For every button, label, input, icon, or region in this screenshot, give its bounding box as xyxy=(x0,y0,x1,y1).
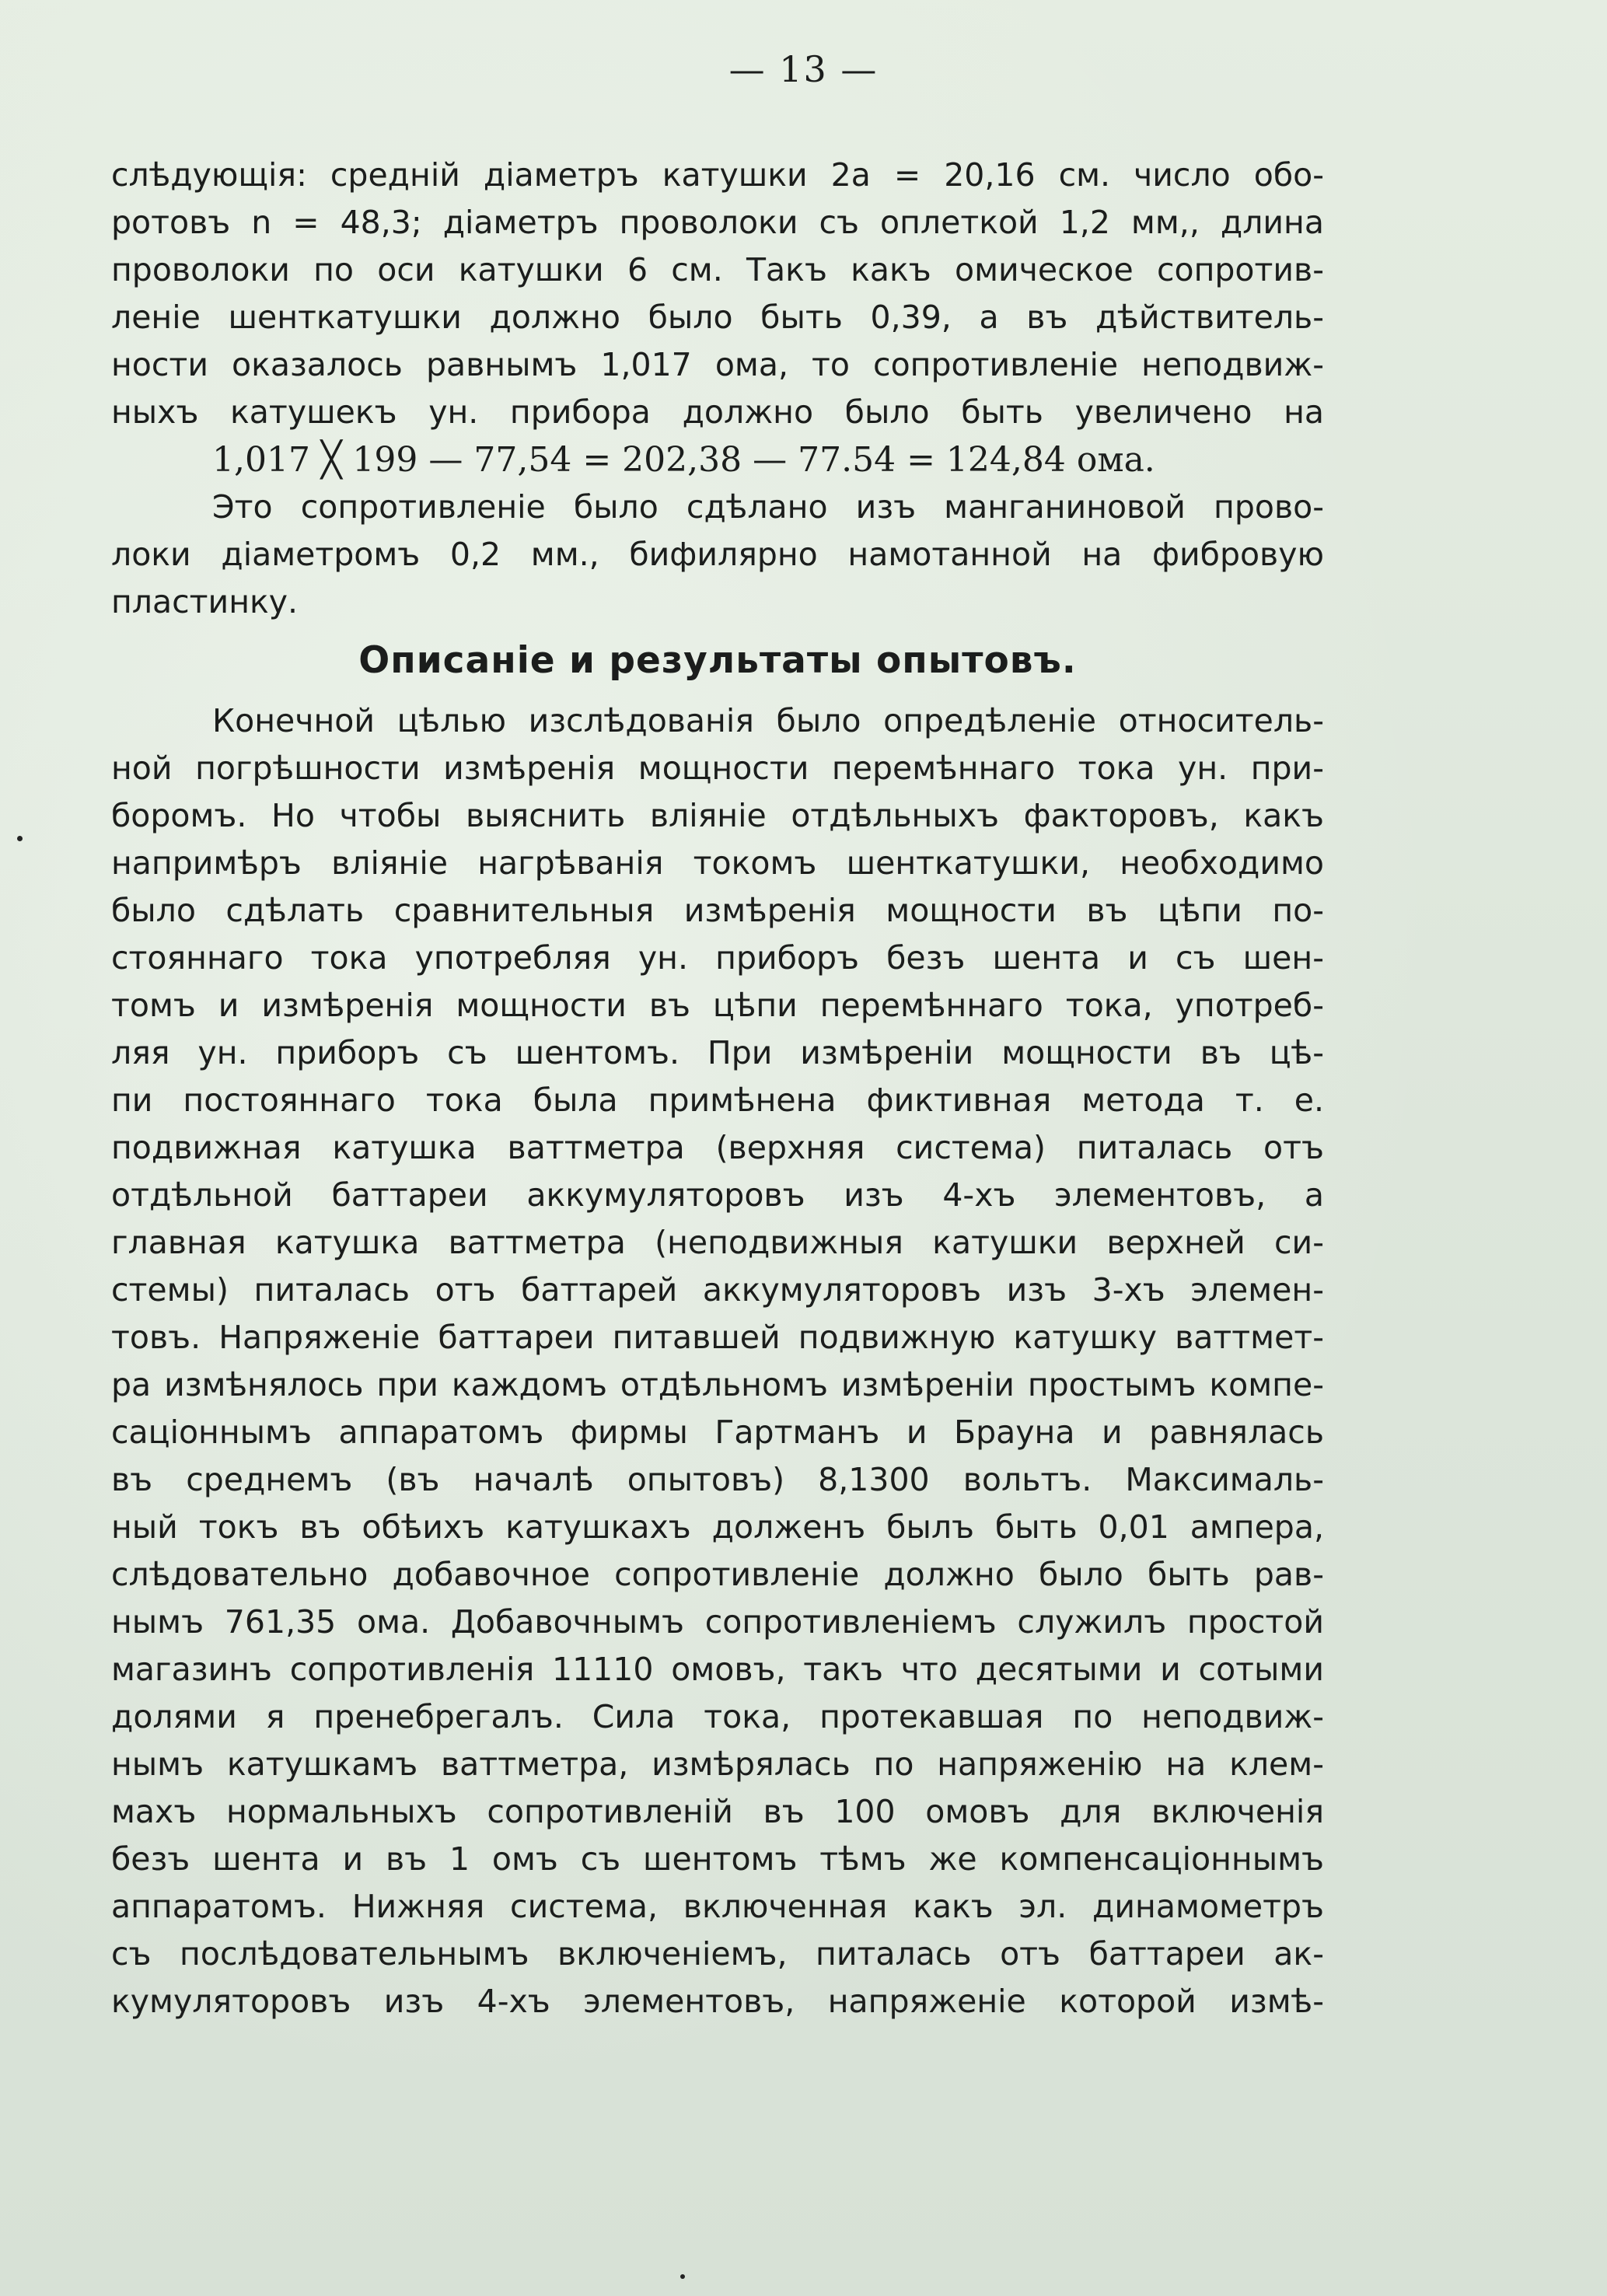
text-line: слѣдующія: среднiй дiаметръ катушки 2a = 20,16 см. число обо- xyxy=(111,156,1324,194)
text-line: товъ. Напряженiе баттареи питавшей подвижную катушку ваттмет- xyxy=(111,1319,1324,1356)
text-line: ности оказалось равнымъ 1,017 ома, то сопротивленiе неподвиж- xyxy=(111,346,1324,383)
text-line: Это сопротивленiе было сдѣлано изъ манганиновой прово- xyxy=(212,488,1324,526)
text-line: аппаратомъ. Нижняя система, включенная какъ эл. динамометръ xyxy=(111,1888,1324,1925)
text-line: локи дiаметромъ 0,2 мм., бифилярно намотанной на фибровую xyxy=(111,536,1324,573)
text-line: въ среднемъ (въ началѣ опытовъ) 8,1300 вольтъ. Максималь- xyxy=(111,1461,1324,1498)
text-line: проволоки по оси катушки 6 см. Такъ какъ омическое сопротив- xyxy=(111,251,1324,288)
text-line: подвижная катушка ваттметра (верхняя система) питалась отъ xyxy=(111,1129,1324,1166)
text-line: съ послѣдовательнымъ включенiемъ, питалась отъ баттареи ак- xyxy=(111,1935,1324,1973)
text-line: долями я пренебрегалъ. Сила тока, протекавшая по неподвиж- xyxy=(111,1698,1324,1735)
text-line: ной погрѣшности измѣренiя мощности перемѣннаго тока ун. при- xyxy=(111,750,1324,787)
text-line: ра измѣнялось при каждомъ отдѣльномъ измѣренiи простымъ компе- xyxy=(111,1366,1324,1403)
text-line: пластинку. xyxy=(111,583,299,620)
text-line: слѣдовательно добавочное сопротивленiе должно было быть рав- xyxy=(111,1556,1324,1593)
page-number: — 13 — xyxy=(728,48,879,90)
formula-line: 1,017 ╳ 199 — 77,54 = 202,38 — 77.54 = 124,84 ома. xyxy=(212,440,1155,480)
text-line: нымъ 761,35 ома. Добавочнымъ сопротивленiемъ служилъ простой xyxy=(111,1603,1324,1641)
text-line: безъ шента и въ 1 омъ съ шентомъ тѣмъ же компенсацiоннымъ xyxy=(111,1840,1324,1878)
text-line: ляя ун. приборъ съ шентомъ. При измѣренiи мощности въ цѣ- xyxy=(111,1034,1324,1071)
text-line: было сдѣлать сравнительныя измѣренiя мощности въ цѣпи по- xyxy=(111,892,1324,929)
text-line: стояннаго тока употребляя ун. приборъ безъ шента и съ шен- xyxy=(111,939,1324,977)
text-line: отдѣльной баттареи аккумуляторовъ изъ 4-хъ элементовъ, а xyxy=(111,1176,1324,1214)
text-line: махъ нормальныхъ сопротивленiй въ 100 омовъ для включенiя xyxy=(111,1793,1324,1830)
text-line: боромъ. Но чтобы выяснить влiянiе отдѣльныхъ факторовъ, какъ xyxy=(111,797,1324,834)
text-line: напримѣръ влiянiе нагрѣванiя токомъ шенткатушки, необходимо xyxy=(111,844,1324,882)
text-line: томъ и измѣренiя мощности въ цѣпи перемѣннаго тока, употреб- xyxy=(111,987,1324,1024)
text-line: Конечной цѣлью изслѣдованiя было опредѣленiе относитель- xyxy=(212,702,1324,739)
text-line: ленiе шенткатушки должно было быть 0,39, а въ дѣйствитель- xyxy=(111,299,1324,336)
text-line: магазинъ сопротивленiя 11110 омовъ, такъ что десятыми и сотыми xyxy=(111,1651,1324,1688)
text-line: главная катушка ваттметра (неподвижныя катушки верхней си- xyxy=(111,1224,1324,1261)
text-line: ный токъ въ обѣихъ катушкахъ долженъ былъ быть 0,01 ампера, xyxy=(111,1508,1324,1546)
paper-speck xyxy=(680,2274,685,2279)
text-line: стемы) питалась отъ баттарей аккумуляторовъ изъ 3-хъ элемен- xyxy=(111,1271,1324,1309)
text-line: пи постояннаго тока была примѣнена фиктивная метода т. е. xyxy=(111,1082,1324,1119)
section-heading: Описанiе и результаты опытовъ. xyxy=(358,639,1077,682)
paper-speck xyxy=(17,836,23,841)
text-line: нымъ катушкамъ ваттметра, измѣрялась по напряженiю на клем- xyxy=(111,1746,1324,1783)
text-line: ныхъ катушекъ ун. прибора должно было быть увеличено на xyxy=(111,393,1324,431)
text-block-top xyxy=(111,152,1324,2025)
text-line: кумуляторовъ изъ 4-хъ элементовъ, напряженiе которой измѣ- xyxy=(111,1983,1324,2020)
text-line: ротовъ n = 48,3; дiаметръ проволоки съ оплеткой 1,2 мм,, длина xyxy=(111,204,1324,241)
text-line: сацiоннымъ аппаратомъ фирмы Гартманъ и Брауна и равнялась xyxy=(111,1414,1324,1451)
